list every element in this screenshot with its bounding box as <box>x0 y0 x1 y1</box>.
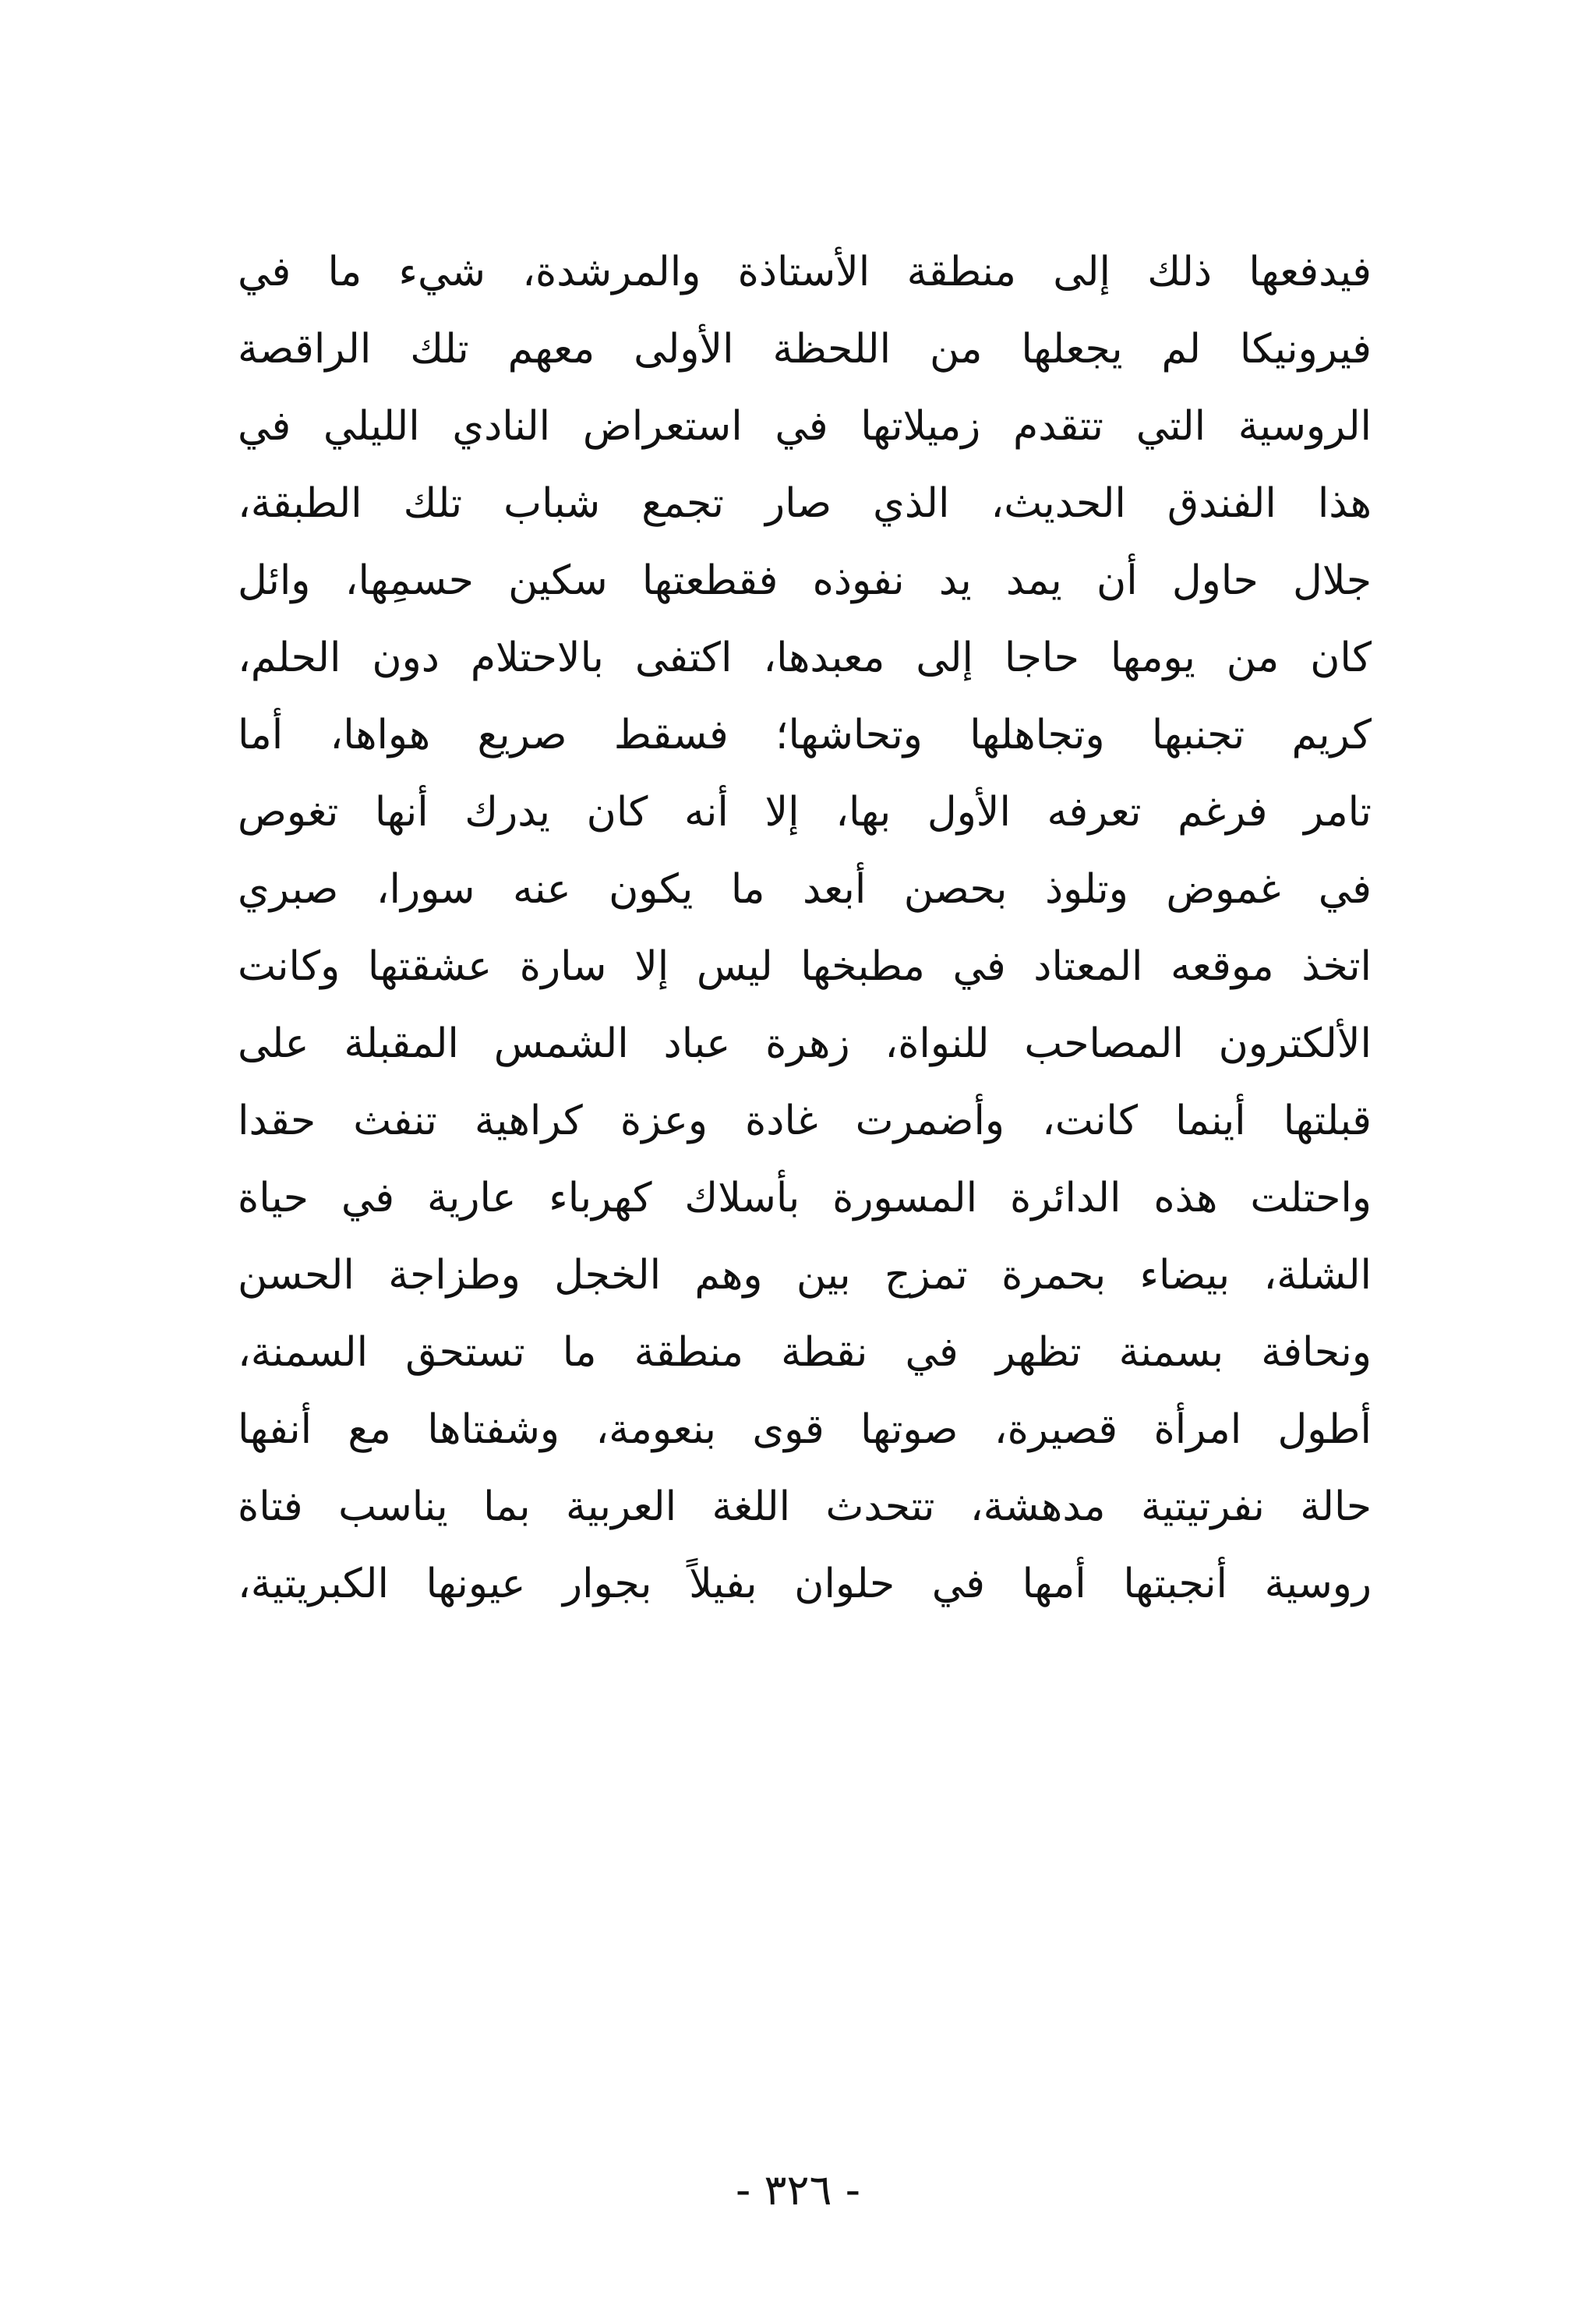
text-line-8: تامر فرغم تعرفه الأول بها، إلا أنه كان يدرك أنها تغوص <box>238 789 1372 836</box>
text-line-13: واحتلت هذه الدائرة المسورة بأسلاك كهرباء عارية في حياة <box>238 1175 1372 1221</box>
body-text <box>238 234 1372 1623</box>
text-line-3: الروسية التي تتقدم زميلاتها في استعراض النادي الليلي في <box>238 403 1372 450</box>
text-line-16: أطول امرأة قصيرة، صوتها قوى بنعومة، وشفتاها مع أنفها <box>238 1406 1372 1453</box>
text-line-1: فيدفعها ذلك إلى منطقة الأستاذة والمرشدة، شيء ما في <box>238 249 1372 295</box>
text-line-12: قبلتها أينما كانت، وأضمرت غادة وعزة كراهية تنفث حقدا <box>238 1098 1372 1144</box>
text-line-15: ونحافة بسمنة تظهر في نقطة منطقة ما تستحق السمنة، <box>238 1329 1372 1376</box>
text-line-17: حالة نفرتيتية مدهشة، تتحدث اللغة العربية بما يناسب فتاة <box>238 1483 1372 1530</box>
text-line-18: روسية أنجبتها أمها في حلوان بفيلاً بجوار عيونها الكبريتية، <box>238 1561 1372 1607</box>
text-line-14: الشلة، بيضاء بحمرة تمزج بين وهم الخجل وطزاجة الحسن <box>238 1252 1372 1299</box>
text-line-10: اتخذ موقعه المعتاد في مطبخها ليس إلا سارة عشقتها وكانت <box>238 943 1372 990</box>
text-line-5: جلال حاول أن يمد يد نفوذه فقطعتها سكين حسمِها، وائل <box>238 557 1372 604</box>
text-line-4: هذا الفندق الحديث، الذي صار تجمع شباب تلك الطبقة، <box>238 480 1372 527</box>
text-line-9: في غموض وتلوذ بحصن أبعد ما يكون عنه سورا، صبري <box>238 866 1372 913</box>
text-line-7: كريم تجنبها وتجاهلها وتحاشها؛ فسقط صريع هواها، أما <box>238 712 1372 758</box>
text-line-11: الألكترون المصاحب للنواة، زهرة عباد الشمس المقبلة على <box>238 1020 1372 1067</box>
text-line-6: كان من يومها حاجا إلى معبدها، اكتفى بالاحتلام دون الحلم، <box>238 635 1372 681</box>
text-line-2: فيرونيكا لم يجعلها من اللحظة الأولى معهم تلك الراقصة <box>238 326 1372 373</box>
page-number: - ٣٢٦ - <box>735 2165 861 2215</box>
